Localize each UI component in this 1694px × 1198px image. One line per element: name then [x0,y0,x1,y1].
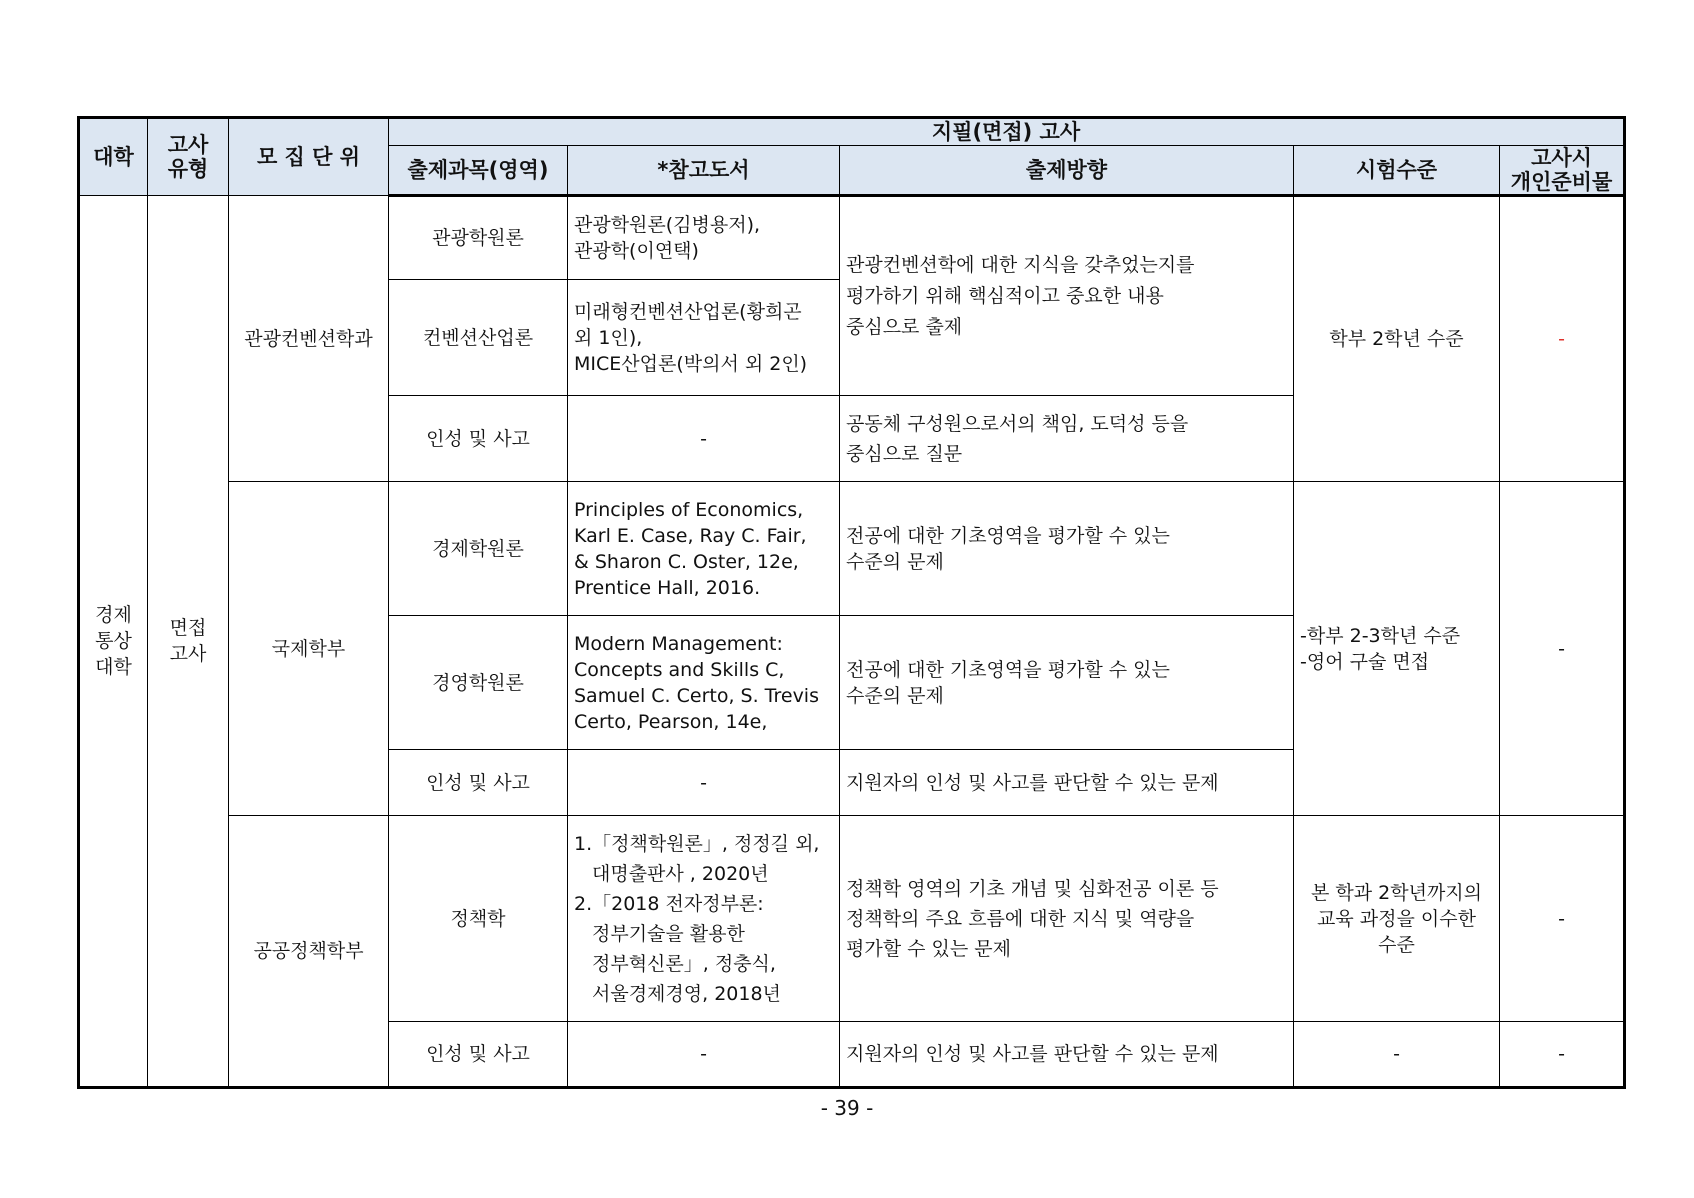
reference-line: Karl E. Case, Ray C. Fair, [574,524,807,547]
prep-cell: - [1500,816,1625,1022]
direction-text: 공동체 구성원으로서의 책임, 도덕성 등을 중심으로 질문 [846,412,1189,465]
direction-cell [840,816,1294,1022]
reference-line: 미래형컨벤션산업론(황희곤 [574,300,802,323]
reference-line: 관광학원론(김병용저), [574,214,761,236]
reference-cell [568,280,840,396]
header-subject: 출제과목(영역) [389,146,568,196]
level-cell [1294,816,1500,1022]
reference-line: & Sharon C. Oster, 12e, [574,550,799,573]
direction-cell [840,482,1294,616]
subject-cell: 경영학원론 [389,616,568,750]
reference-line: 서울경제경영, 2018년 [592,982,781,1005]
reference-line: Modern Management: [574,632,783,655]
subject-cell: 컨벤션산업론 [389,280,568,396]
reference-line: Prentice Hall, 2016. [574,576,761,599]
unit-name: 관광컨벤션학과 [229,196,389,482]
header-level: 시험수준 [1294,146,1500,196]
university-text: 경제 통상 대학 [95,604,132,678]
direction-text: 전공에 대한 기초영역을 평가할 수 있는 수준의 문제 [846,658,1170,707]
subject-cell: 인성 및 사고 [389,750,568,816]
reference-line: 외 1인), [574,326,643,349]
reference-line: Concepts and Skills C, [574,658,785,681]
reference-line: MICE산업론(박의서 외 2인) [574,352,808,375]
subject-cell: 인성 및 사고 [389,396,568,482]
reference-cell [568,616,840,750]
header-university: 대학 [79,118,148,196]
direction-cell: 지원자의 인성 및 사고를 판단할 수 있는 문제 [840,1022,1294,1088]
reference-line: 2.「2018 전자정부론: [574,892,764,915]
exam-type-text: 면접 고사 [169,617,207,665]
reference-line: Certo, Pearson, 14e, [574,710,768,733]
direction-text: 정책학 영역의 기초 개념 및 심화전공 이론 등 정책학의 주요 흐름에 대한 지식 및 역량을 평가할 수 있는 문제 [846,877,1219,960]
header-direction: 출제방향 [840,146,1294,196]
header-group: 지필(면접) 고사 [389,118,1625,146]
header-prep-text: 고사시 개인준비물 [1510,146,1613,194]
header-reference: *참고도서 [568,146,840,196]
header-exam-type [148,118,229,196]
direction-cell [840,616,1294,750]
direction-text: 전공에 대한 기초영역을 평가할 수 있는 수준의 문제 [846,524,1170,573]
prep-cell: - [1500,1022,1625,1088]
reference-cell: - [568,396,840,482]
prep-cell: - [1500,196,1625,482]
reference-cell [568,196,840,280]
direction-cell [840,196,1294,396]
unit-name: 국제학부 [229,482,389,816]
subject-cell: 경제학원론 [389,482,568,616]
reference-cell: - [568,1022,840,1088]
exam-type-cell [148,196,229,1088]
reference-line: 1.「정책학원론」, 정정길 외, [574,832,820,855]
subject-cell: 인성 및 사고 [389,1022,568,1088]
reference-line: 정부기술을 활용한 [592,922,745,945]
reference-line: Principles of Economics, [574,498,804,521]
level-text: 본 학과 2학년까지의 교육 과정을 이수한 수준 [1311,881,1482,956]
level-text: -학부 2-3학년 수준 -영어 구술 면접 [1300,624,1461,673]
subject-cell: 관광학원론 [389,196,568,280]
level-cell: 학부 2학년 수준 [1294,196,1500,482]
reference-line: 정부혁신론」, 정충식, [592,952,776,975]
reference-cell [568,482,840,616]
prep-cell: - [1500,482,1625,816]
unit-name: 공공정책학부 [229,816,389,1088]
reference-line: Samuel C. Certo, S. Trevis [574,684,819,707]
university-cell [79,196,148,1088]
level-cell: - [1294,1022,1500,1088]
exam-table [77,116,1626,1089]
page-number: - 39 - [820,1096,874,1120]
reference-cell [568,816,840,1022]
direction-text: 관광컨벤션학에 대한 지식을 갖추었는지를 평가하기 위해 핵심적이고 중요한 내용 중심으로 출제 [846,253,1195,338]
header-recruit-unit: 모 집 단 위 [229,118,389,196]
subject-cell: 정책학 [389,816,568,1022]
header-exam-type-text: 고사 유형 [167,133,209,181]
direction-cell: 지원자의 인성 및 사고를 판단할 수 있는 문제 [840,750,1294,816]
direction-cell [840,396,1294,482]
reference-cell: - [568,750,840,816]
level-cell [1294,482,1500,816]
reference-line: 대명출판사 , 2020년 [592,862,769,885]
reference-line: 관광학(이연택) [574,240,699,262]
header-prep [1500,146,1625,196]
